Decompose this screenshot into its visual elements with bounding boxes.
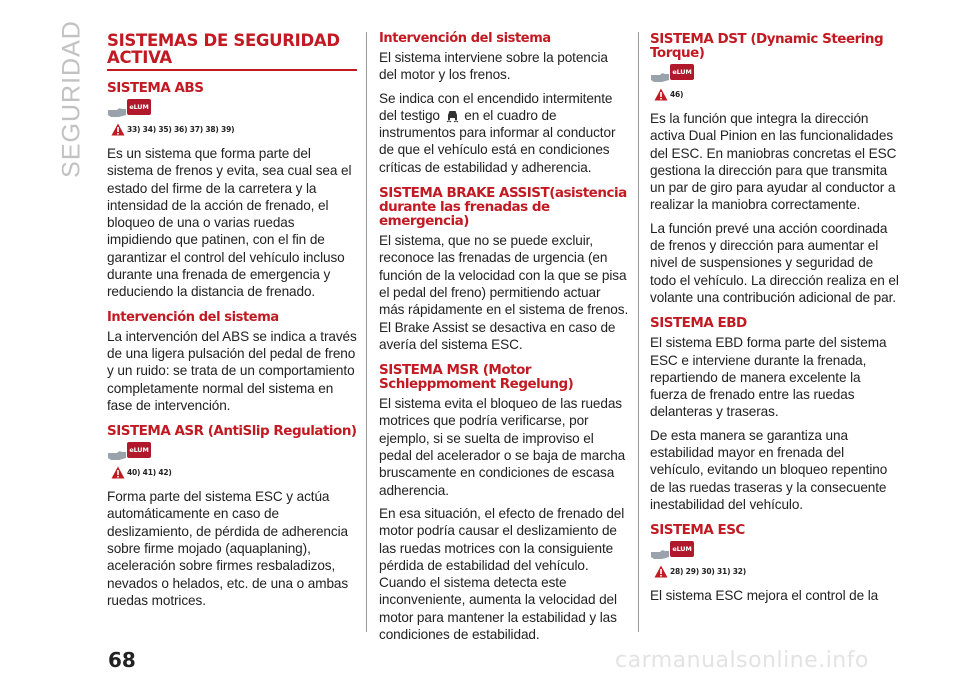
- esc-paragraph: El sistema ESC mejora el control de la: [650, 588, 879, 604]
- dst-title: SISTEMA DST (Dynamic Steering Torque): [650, 31, 884, 61]
- msr-title: SISTEMA MSR (Motor Schleppmoment Regelung): [379, 362, 574, 393]
- watermark: carmanualsonline.info: [615, 648, 869, 673]
- elum-reference: [650, 64, 900, 84]
- warning-ref-numbers: 33) 34) 35) 36) 37) 38) 39): [127, 125, 235, 134]
- warning-ref-numbers: 40) 41) 42): [127, 468, 172, 478]
- column-divider: [638, 32, 639, 632]
- column-2: [379, 32, 629, 649]
- asr-title: SISTEMA ASR (AntiSlip Regulation): [107, 423, 357, 440]
- elum-reference: [650, 541, 900, 561]
- warning-ref-numbers: 46): [670, 90, 684, 99]
- abs-title: SISTEMA ABS: [107, 80, 204, 96]
- warning-references: [107, 466, 357, 482]
- section-title: SISTEMAS DE SEGURIDAD ACTIVA: [107, 32, 357, 71]
- warning-references: [650, 565, 900, 581]
- skid-warning-lamp-icon: [445, 108, 460, 123]
- warning-triangle-icon: [654, 88, 668, 101]
- elum-icon: eLUM: [127, 442, 151, 458]
- pointing-hand-icon: [650, 71, 670, 83]
- elum-icon: eLUM: [670, 541, 694, 557]
- abs-intervention-paragraph: La intervención del ABS se indica a través de una ligera pulsación del pedal de freno y un ruido: se trata de un comportamiento completamente normal del sistema en fase de intervención.: [107, 328, 357, 413]
- pointing-hand-icon: [650, 548, 670, 560]
- msr-paragraph: El sistema evita el bloqueo de las ruedas motrices que podría verificarse, por ejemplo, si se suelta de improviso el pedal del acelerador o se baja de marcha bruscamente en condiciones de escasa adherencia.: [379, 396, 626, 498]
- warning-references: [650, 88, 900, 104]
- dst-paragraph: Es la función que integra la dirección activa Dual Pinion en las funcionalidades del ESC. En maniobras concretas el ESC gestiona la dirección para que transmita un par de giro para ayudar al conductor a realizar la maniobra correctamente.: [650, 111, 897, 213]
- warning-references: [107, 123, 357, 139]
- column-divider: [366, 32, 367, 632]
- elum-reference: [107, 99, 357, 119]
- asr-intervention-subtitle: Intervención del sistema: [379, 31, 551, 46]
- asr-paragraph: Forma parte del sistema ESC y actúa automáticamente en caso de deslizamiento, de pérdida de adherencia sobre firme mojado (aquaplaning), aceleración sobre firmes resbaladizos, nevados o helados, etc. de una o ambas ruedas motrices.: [107, 489, 349, 608]
- elum-icon: eLUM: [670, 64, 694, 80]
- section-side-label: SEGURIDAD: [57, 20, 86, 178]
- ebd-paragraph: El sistema EBD forma parte del sistema ESC e interviene durante la frenada, repartiendo de manera excelente la fuerza de frenado entre las ruedas delanteras y traseras.: [650, 335, 887, 420]
- warning-triangle-icon: [654, 565, 668, 578]
- column-1: [107, 32, 357, 615]
- elum-reference: [107, 442, 357, 462]
- warning-triangle-icon: [111, 123, 125, 136]
- dst-paragraph: La función prevé una acción coordinada de frenos y dirección para aumentar el nivel de suspensiones y seguridad de todo el vehículo. La dirección realiza en el volante una contribución adicional de par.: [650, 220, 899, 305]
- abs-intervention-subtitle: Intervención del sistema: [107, 309, 279, 325]
- ebd-paragraph: De esta manera se garantiza una estabilidad mayor en frenada del vehículo, evitando un bloqueo repentino de las ruedas traseras y la consecuente inestabilidad del vehículo.: [650, 427, 888, 512]
- asr-indicator-paragraph: Se indica con el encendido intermitente del testigo en el cuadro de instrumentos para informar al conductor de que el vehículo está en condiciones críticas de estabilidad y adherencia.: [379, 90, 616, 175]
- column-3: [650, 32, 900, 611]
- warning-ref-numbers: 28) 29) 30) 31) 32): [670, 567, 746, 577]
- msr-paragraph: En esa situación, el efecto de frenado del motor podría causar el deslizamiento de las ruedas motrices con la consiguiente pérdida de estabilidad del vehículo. Cuando el sistema detecta este inconveniente, aumenta la velocidad del motor para mantener la estabilidad y las condiciones de estabilidad.: [379, 505, 625, 643]
- pointing-hand-icon: [107, 106, 127, 118]
- esc-title: SISTEMA ESC: [650, 522, 745, 539]
- page-number: 68: [108, 648, 136, 672]
- ebd-title: SISTEMA EBD: [650, 315, 747, 332]
- brake-assist-title: SISTEMA BRAKE ASSIST(asistencia durante las frenadas de emergencia): [379, 185, 627, 230]
- elum-icon: eLUM: [127, 99, 151, 115]
- warning-triangle-icon: [111, 466, 125, 479]
- abs-paragraph: Es un sistema que forma parte del sistema de frenos y evita, sea cual sea el estado del firme de la carretera y la intensidad de la acción de frenado, el bloqueo de una o varias ruedas impidiendo que patinen, con el fin de garantizar el control del vehículo incluso durante una frenada de emergencia y reduciendo la distancia de frenado.: [107, 146, 352, 300]
- asr-intervention-paragraph: El sistema interviene sobre la potencia del motor y los frenos.: [379, 50, 608, 83]
- brake-assist-paragraph: El sistema, que no se puede excluir, reconoce las frenadas de urgencia (en función de la velocidad con la que se pisa el pedal del freno) permitiendo actuar más rápidamente en el sistema de frenos. El Brake Assist se desactiva en caso de avería del sistema ESC.: [379, 233, 629, 352]
- pointing-hand-icon: [107, 449, 127, 461]
